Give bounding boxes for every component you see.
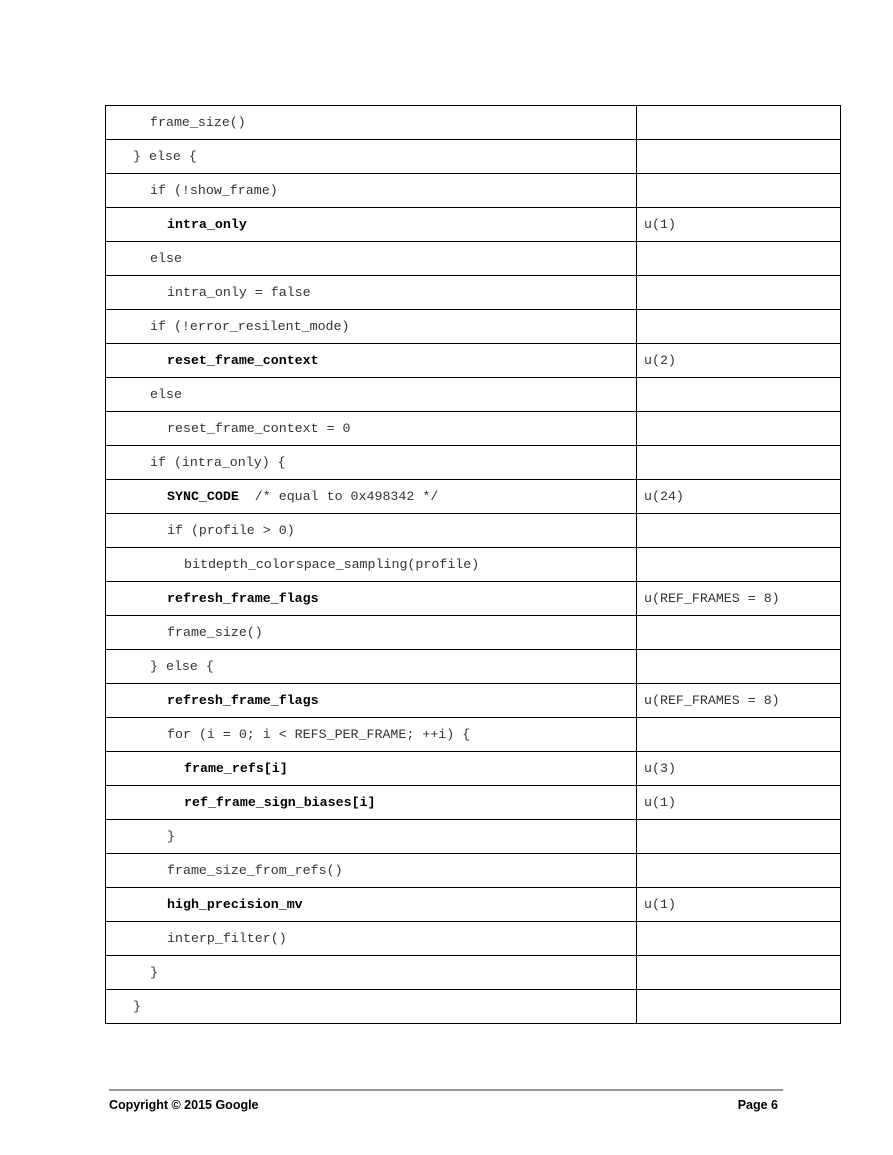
table-row — [106, 990, 841, 1024]
syntax-descriptor-cell — [637, 242, 841, 276]
syntax-element-name: SYNC_CODE — [167, 489, 239, 504]
syntax-descriptor-cell: u(1) — [637, 786, 841, 820]
syntax-code-cell — [106, 514, 637, 548]
syntax-code-text: } — [167, 829, 175, 844]
syntax-code-cell — [106, 718, 637, 752]
syntax-descriptor-cell: u(REF_FRAMES = 8) — [637, 582, 841, 616]
syntax-code-cell — [106, 480, 637, 514]
syntax-descriptor-cell — [637, 378, 841, 412]
syntax-code-cell — [106, 310, 637, 344]
syntax-code-text: else — [150, 251, 182, 266]
syntax-element-name: refresh_frame_flags — [167, 693, 319, 708]
syntax-descriptor-cell: u(2) — [637, 344, 841, 378]
table-row — [106, 480, 841, 514]
syntax-code-cell — [106, 242, 637, 276]
syntax-code-cell — [106, 276, 637, 310]
syntax-descriptor-cell — [637, 140, 841, 174]
syntax-code-cell — [106, 344, 637, 378]
table-row — [106, 344, 841, 378]
syntax-code-text: frame_size() — [167, 625, 263, 640]
syntax-code-text: if (!show_frame) — [150, 183, 278, 198]
syntax-code-text: if (profile > 0) — [167, 523, 295, 538]
syntax-code-cell — [106, 208, 637, 242]
syntax-code-cell — [106, 990, 637, 1024]
syntax-descriptor-cell — [637, 616, 841, 650]
syntax-element-name: ref_frame_sign_biases[i] — [184, 795, 376, 810]
syntax-descriptor-cell — [637, 310, 841, 344]
syntax-code-cell — [106, 820, 637, 854]
syntax-code-cell — [106, 752, 637, 786]
syntax-descriptor-cell — [637, 106, 841, 140]
syntax-code-cell — [106, 582, 637, 616]
syntax-element-name: reset_frame_context — [167, 353, 319, 368]
table-row — [106, 650, 841, 684]
table-row — [106, 446, 841, 480]
syntax-descriptor-cell — [637, 514, 841, 548]
syntax-descriptor-cell — [637, 174, 841, 208]
table-row — [106, 310, 841, 344]
syntax-descriptor-cell — [637, 854, 841, 888]
table-row — [106, 378, 841, 412]
syntax-descriptor-cell — [637, 412, 841, 446]
syntax-code-text: frame_size() — [150, 115, 246, 130]
footer-divider — [109, 1089, 783, 1091]
table-row — [106, 854, 841, 888]
table-row — [106, 888, 841, 922]
syntax-code-text: if (!error_resilent_mode) — [150, 319, 350, 334]
syntax-code-cell — [106, 786, 637, 820]
footer-page-number: Page 6 — [737, 1098, 778, 1112]
syntax-code-text: reset_frame_context = 0 — [167, 421, 351, 436]
table-row — [106, 582, 841, 616]
table-row — [106, 242, 841, 276]
syntax-element-name: high_precision_mv — [167, 897, 303, 912]
syntax-code-cell — [106, 446, 637, 480]
table-row — [106, 514, 841, 548]
table-row — [106, 208, 841, 242]
table-row — [106, 106, 841, 140]
syntax-code-text: intra_only = false — [167, 285, 311, 300]
syntax-descriptor-cell — [637, 956, 841, 990]
table-row — [106, 684, 841, 718]
syntax-comment: /* equal to 0x498342 */ — [238, 489, 439, 504]
syntax-code-cell — [106, 174, 637, 208]
syntax-descriptor-cell — [637, 990, 841, 1024]
syntax-code-cell — [106, 378, 637, 412]
syntax-code-cell — [106, 922, 637, 956]
syntax-code-cell — [106, 548, 637, 582]
syntax-code-text: frame_size_from_refs() — [167, 863, 343, 878]
table-row — [106, 820, 841, 854]
syntax-code-text: interp_filter() — [167, 931, 287, 946]
syntax-element-name: frame_refs[i] — [184, 761, 288, 776]
syntax-code-text: } — [150, 965, 158, 980]
syntax-descriptor-cell: u(REF_FRAMES = 8) — [637, 684, 841, 718]
syntax-descriptor-cell — [637, 718, 841, 752]
syntax-code-cell — [106, 412, 637, 446]
syntax-descriptor-cell — [637, 446, 841, 480]
syntax-descriptor-cell — [637, 548, 841, 582]
table-row — [106, 956, 841, 990]
table-row — [106, 786, 841, 820]
syntax-table-body — [106, 106, 841, 1024]
table-row — [106, 174, 841, 208]
table-row — [106, 548, 841, 582]
table-row — [106, 412, 841, 446]
syntax-element-name: refresh_frame_flags — [167, 591, 319, 606]
syntax-descriptor-cell — [637, 276, 841, 310]
syntax-descriptor-cell — [637, 650, 841, 684]
table-row — [106, 140, 841, 174]
syntax-descriptor-cell: u(1) — [637, 208, 841, 242]
syntax-table — [105, 105, 841, 1024]
syntax-element-name: intra_only — [167, 217, 247, 232]
syntax-descriptor-cell — [637, 922, 841, 956]
syntax-code-cell — [106, 140, 637, 174]
syntax-code-cell — [106, 888, 637, 922]
syntax-code-text: else — [150, 387, 182, 402]
syntax-descriptor-cell — [637, 820, 841, 854]
syntax-code-text: for (i = 0; i < REFS_PER_FRAME; ++i) { — [167, 727, 471, 742]
syntax-code-cell — [106, 616, 637, 650]
syntax-code-cell — [106, 854, 637, 888]
table-row — [106, 276, 841, 310]
syntax-code-text: } — [133, 999, 141, 1014]
syntax-code-cell — [106, 650, 637, 684]
syntax-descriptor-cell: u(1) — [637, 888, 841, 922]
syntax-code-text: } else { — [150, 659, 214, 674]
table-row — [106, 922, 841, 956]
syntax-descriptor-cell: u(3) — [637, 752, 841, 786]
syntax-code-cell — [106, 106, 637, 140]
syntax-code-text: } else { — [133, 149, 197, 164]
syntax-code-text: if (intra_only) { — [150, 455, 286, 470]
footer-copyright: Copyright © 2015 Google — [109, 1098, 259, 1112]
syntax-code-text: bitdepth_colorspace_sampling(profile) — [184, 557, 480, 572]
syntax-code-cell — [106, 684, 637, 718]
syntax-descriptor-cell: u(24) — [637, 480, 841, 514]
table-row — [106, 752, 841, 786]
table-row — [106, 616, 841, 650]
syntax-code-cell — [106, 956, 637, 990]
table-row — [106, 718, 841, 752]
